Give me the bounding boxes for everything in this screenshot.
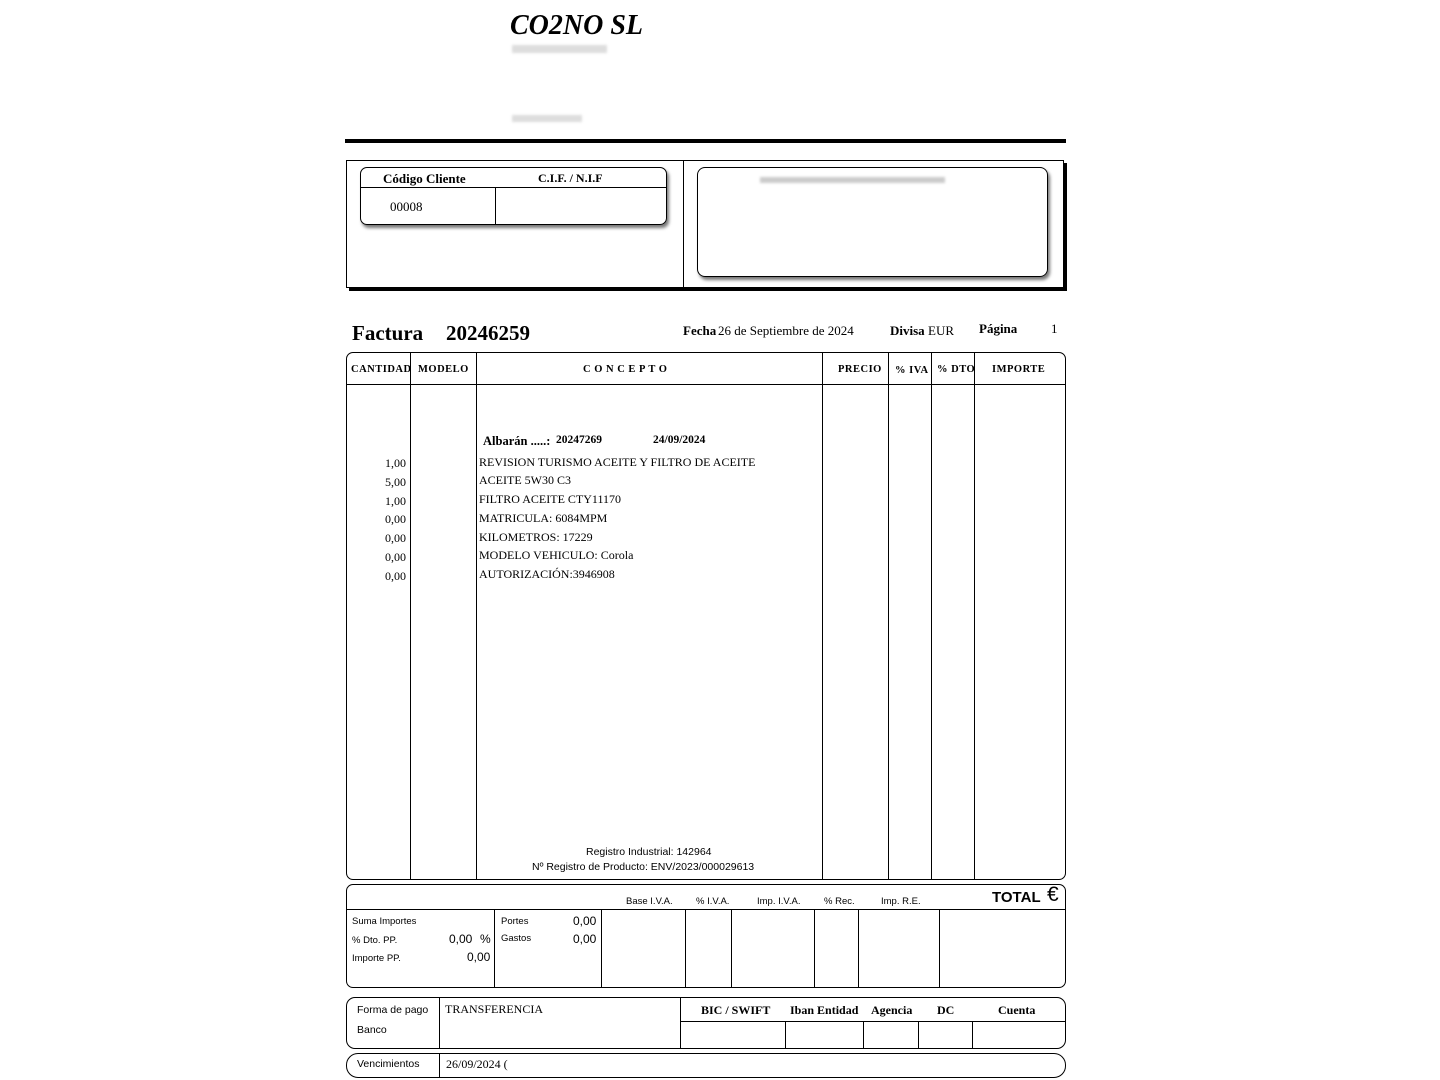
client-frame-divider	[683, 160, 684, 288]
col-header-dto: % DTO	[937, 364, 976, 375]
totals-header-separator	[347, 909, 1065, 910]
totals-col-sep	[731, 910, 732, 987]
client-name-redacted	[760, 177, 945, 183]
registry-product-note: Nº Registro de Producto: ENV/2023/000029613	[532, 861, 755, 873]
forma-pago-value: TRANSFERENCIA	[445, 1002, 544, 1016]
albaran-number: 20247269	[556, 434, 602, 446]
payment-col-sep	[972, 1021, 973, 1048]
total-label: TOTAL	[992, 889, 1041, 906]
col-sep-iva	[931, 353, 932, 879]
date-value: 26 de Septiembre de 2024	[718, 323, 854, 338]
row-concept: ACEITE 5W30 C3	[479, 473, 571, 487]
dto-pp-value: 0,00	[449, 932, 473, 946]
payment-col-sep	[918, 1021, 919, 1048]
col-sep-modelo	[476, 353, 477, 879]
col-header-concepto: C O N C E P T O	[583, 364, 668, 375]
pct-rec-header: % Rec.	[824, 896, 855, 907]
banco-label: Banco	[357, 1024, 387, 1036]
iban-header: Iban Entidad	[790, 1003, 859, 1017]
row-qty: 1,00	[385, 456, 406, 470]
row-concept: KILOMETROS: 17229	[479, 530, 593, 544]
albaran-label: Albarán .....:	[483, 434, 551, 448]
row-concept: AUTORIZACIÓN:3946908	[479, 567, 615, 581]
payment-col-sep	[439, 998, 440, 1048]
totals-col-sep	[601, 910, 602, 987]
page-value: 1	[1051, 321, 1058, 336]
totals-col-sep	[858, 910, 859, 987]
lines-table	[346, 352, 1066, 880]
totals-col-sep	[494, 910, 495, 987]
row-qty: 0,00	[385, 569, 406, 583]
header-divider	[345, 139, 1066, 143]
row-concept: MATRICULA: 6084MPM	[479, 511, 608, 525]
importe-pp-value: 0,00	[467, 950, 491, 964]
imp-re-header: Imp. R.E.	[881, 896, 921, 907]
row-qty: 0,00	[385, 531, 406, 545]
row-qty: 1,00	[385, 494, 406, 508]
totals-col-sep	[939, 910, 940, 987]
base-iva-header: Base I.V.A.	[626, 896, 673, 907]
dc-header: DC	[937, 1003, 955, 1017]
euro-symbol: €	[1047, 883, 1059, 906]
col-header-precio: PRECIO	[838, 364, 882, 375]
registry-industrial-note: Registro Industrial: 142964	[586, 846, 712, 858]
payment-col-sep	[680, 998, 681, 1048]
row-qty: 0,00	[385, 512, 406, 526]
page-label: Página	[979, 321, 1018, 336]
client-address-box	[697, 167, 1048, 277]
row-qty: 0,00	[385, 550, 406, 564]
dto-pp-label: % Dto. PP.	[352, 935, 398, 946]
col-header-iva: % IVA	[895, 365, 929, 376]
portes-label: Portes	[501, 916, 529, 927]
currency-value: EUR	[928, 323, 954, 338]
pct-iva-header: % I.V.A.	[696, 896, 730, 907]
col-header-importe: IMPORTE	[992, 364, 1046, 375]
row-concept: MODELO VEHICULO: Corola	[479, 548, 634, 562]
totals-col-sep	[814, 910, 815, 987]
invoice-number: 20246259	[446, 321, 530, 345]
col-header-modelo: MODELO	[418, 364, 469, 375]
company-name: CO2NO SL	[510, 10, 644, 41]
gastos-label: Gastos	[501, 933, 532, 944]
col-sep-cantidad	[410, 353, 411, 879]
col-sep-dto	[974, 353, 975, 879]
col-header-cantidad: CANTIDAD	[351, 364, 412, 375]
payment-col-sep	[863, 1021, 864, 1048]
client-code-label: Código Cliente	[383, 171, 466, 186]
client-code-value: 00008	[390, 199, 423, 214]
portes-value: 0,00	[573, 914, 597, 928]
currency-label: Divisa	[890, 323, 925, 338]
importe-pp-label: Importe PP.	[352, 953, 401, 964]
payment-bank-separator	[681, 1021, 1065, 1022]
date-label: Fecha	[683, 323, 717, 338]
agencia-header: Agencia	[871, 1003, 913, 1017]
col-sep-concepto	[822, 353, 823, 879]
row-concept: REVISION TURISMO ACEITE Y FILTRO DE ACEITE	[479, 455, 756, 469]
invoice-label: Factura	[352, 321, 424, 345]
dto-pp-percent: %	[480, 932, 491, 946]
row-concept: FILTRO ACEITE CTY11170	[479, 492, 622, 506]
vencimientos-value: 26/09/2024 (	[446, 1057, 508, 1071]
lines-table-header-separator	[347, 384, 1065, 385]
vencimientos-col-sep	[439, 1054, 440, 1077]
suma-importes-label: Suma Importes	[352, 916, 417, 927]
albaran-date: 24/09/2024	[653, 434, 706, 446]
company-phone-redacted	[512, 115, 582, 122]
client-code-box-separator	[361, 187, 666, 188]
col-sep-precio	[888, 353, 889, 879]
bic-header: BIC / SWIFT	[701, 1003, 771, 1017]
client-code-box-divider	[495, 187, 496, 224]
totals-col-sep	[685, 910, 686, 987]
row-qty: 5,00	[385, 475, 406, 489]
cif-label: C.I.F. / N.I.F	[538, 171, 603, 185]
gastos-value: 0,00	[573, 932, 597, 946]
company-address-redacted	[512, 45, 607, 53]
imp-iva-header: Imp. I.V.A.	[757, 896, 801, 907]
cuenta-header: Cuenta	[998, 1003, 1036, 1017]
vencimientos-label: Vencimientos	[357, 1058, 420, 1070]
forma-pago-label: Forma de pago	[357, 1004, 429, 1016]
payment-col-sep	[785, 1021, 786, 1048]
